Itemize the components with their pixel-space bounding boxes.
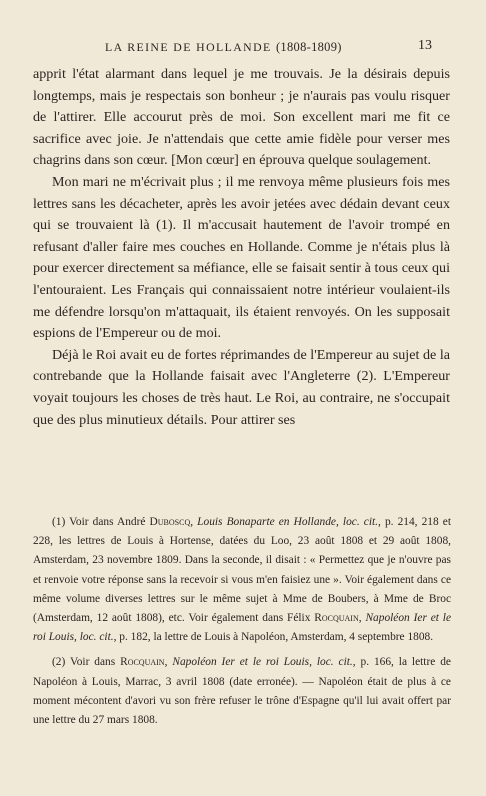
footnote-1-title: Louis Bonaparte en Hollande, loc. cit. bbox=[197, 516, 379, 528]
footnote-1-author: Duboscq bbox=[149, 516, 191, 528]
paragraph-3: Déjà le Roi avait eu de fortes réprimandes de l'Empereur au sujet de la contrebande que la Hollande faisait avec l'Angleterre (2). L'Empereur voyait toujours les choses de très haut. Le Roi, au contraire, ne s'occupait que des plus minutieux détails. Pour attirer ses bbox=[33, 346, 450, 428]
running-title-years: (1808-1809) bbox=[275, 40, 342, 54]
paragraph-1: apprit l'état alarmant dans lequel je me trouvais. Je la désirais depuis longtemps, mais je respectais son bonheur ; je n'aurais pas voulu risquer de l'attirer. Elle accourut près de moi. Son excellent mari me fit ce sacrifice avec joie. Je n'attendais que cette amie fidèle pour verser mes chagrins dans son cœur. [Mon cœur] en éprouva quelque soulagement. bbox=[33, 66, 450, 169]
running-title-text: LA REINE DE HOLLANDE bbox=[105, 40, 272, 54]
footnote-1-text: , p. 214, 218 et 228, les lettres de Louis à Hortense, datées du Loo, 23 août 1808 et 29 août 1808, Amsterdam, 23 novembre 1809. Dans la seconde, il disait : « Permettez que je n'ouvre pas et renvoie votre réponse sans la recevoir si vous m'en faisiez une ». Voir également dans ce même volume diverses lettres sur le même sujet à Mme de Boubers, à Mme de Broc (Amsterdam, 12 août 1808), etc. Voir également dans Félix bbox=[33, 516, 451, 625]
footnote-2-author: Rocquain bbox=[120, 656, 165, 669]
footnote-1-text: (1) Voir dans André bbox=[52, 516, 150, 528]
running-title bbox=[105, 40, 342, 55]
footnotes bbox=[33, 513, 451, 730]
footnote-1-text: , bbox=[190, 516, 198, 528]
footnote-1-author: Rocquain bbox=[314, 612, 359, 625]
footnote-2-text: , p. 166, la lettre de Napoléon à Louis, Marrac, 3 avril 1808 (date erronée). — Napoléon était de plus à ce moment mécontent d'avori vu son frère refuser le trône d'Espagne qu'il lui avait offert par une lettre du 27 mars 1808. bbox=[33, 656, 451, 727]
footnote-2-title: Napoléon Ier et le roi Louis, loc. cit. bbox=[172, 656, 353, 669]
footnote-1-text: , p. 182, la lettre de Louis à Napoléon, Amsterdam, 4 septembre 1808. bbox=[113, 631, 434, 644]
footnote-1-text: , bbox=[358, 612, 366, 625]
footnote-1 bbox=[33, 513, 451, 647]
footnote-2 bbox=[33, 653, 451, 730]
footnote-1-title: Napoléon Ier et le roi Louis, loc. cit. bbox=[33, 612, 452, 644]
running-head bbox=[36, 37, 432, 57]
paragraph-2: Mon mari ne m'écrivait plus ; il me renvoya même plusieurs fois mes lettres sans les décacheter, après les avoir jetées avec dédain devant ceux qui se trouvaient là (1). Il m'accusait hautement de l'avoir trompé en refusant d'aller faire mes couches en Hollande. Comme je n'étais plus là pour exercer directement sa méfiance, elle se faisait sentir à tous ceux qui l'entouraient. Les Français qui connaissaient notre intérieur voulaient-ils me défendre lorsqu'on m'attaquait, ils étaient renvoyés. On les supposait espions de l'Empereur ou de moi. bbox=[33, 173, 450, 342]
main-text bbox=[33, 64, 450, 431]
footnote-2-text: , bbox=[164, 656, 173, 669]
footnote-2-text: (2) Voir dans bbox=[52, 656, 121, 669]
page-number: 13 bbox=[418, 38, 432, 53]
